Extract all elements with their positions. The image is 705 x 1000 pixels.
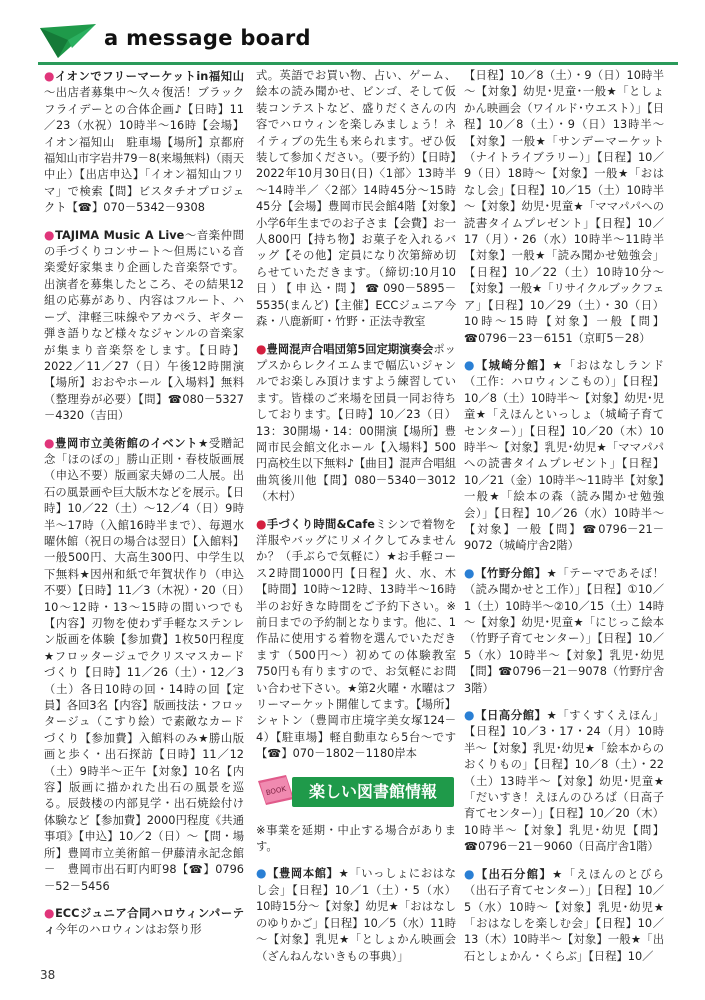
notice-item: ●ECCジュニア合同ハロウィンパーティ今年のハロウィンはお祭り形 bbox=[44, 905, 244, 937]
page-number: 38 bbox=[40, 968, 56, 982]
library-item: ●【竹野分館】★「テーマであそぼ！（読み聞かせと工作）」【日程】①10／1（土）10時半～②10／15（土）14時～【対象】幼児･児童★「にじっこ絵本（竹野子育てセンター）」【日程】10／5（水）10時半～【対象】乳児･幼児【問】☎0796－21－9078（竹野庁舎3階） bbox=[464, 565, 664, 695]
book-icon bbox=[256, 773, 296, 807]
library-note: ※事業を延期・中止する場合があります。 bbox=[256, 823, 456, 854]
column-1 bbox=[44, 68, 244, 949]
library-item: ●【豊岡本館】★「いっしょにおはなし会」【日程】10／1（土）・5（水）10時15分～【対象】幼児★「おはなしのゆりかご」【日程】10／5（水）11時～【対象】乳児★「としょかん映画会（ざんねんないきもの事典）」 bbox=[256, 866, 456, 963]
notice-item: ●豊岡市立美術館のイベント★受贈記念「ほのぼの」勝山正則・春枝版画展（申込不要）版画家夫婦の二人展。出石の風景画や巨大版木などを展示。【日時】10／22（土）～12／4（日）9時半～17時（入館16時半まで）、毎週水曜休館（祝日の場合は翌日）【入館料】一般500円、大高生300円、中学生以下無料★因州和紙で年賀状作り（申込不要）【日時】11／3（木祝）・20（日）10～12時・13～15時の間いつでも【内容】刃物を使わず手軽なステンレン版画を体験【参加費】1枚50円程度★フロッタージュでクリスマスカードづくり【日時】11／26（土）・12／3（土）各日10時の回・14時の回【定員】各回3名【内容】版画技法・フロッタージュ（こすり絵）で素敵なカードづくり【参加費】入館料のみ★勝山版画と歩く・出石探訪【日時】11／12（土）9時半～正午【対象】10名【内容】版画に描かれた出石の風景を巡る。辰鼓楼の内部見学・出石焼絵付け体験など【参加費】2000円程度《共通事項》【申込】10／2（日）～【問・場所】豊岡市立美術館－伊藤清永記念館－ 豊岡市出石町内町98【☎】0796－52－5456 bbox=[44, 435, 244, 893]
notice-item: ●手づくり時間&Cafeミシンで着物を洋服やバッグにリメイクしてみませんか？（手ぶらで気軽に）★お手軽コース2時間1000円【日程】火、水、木【時間】10時～12時、13時半～16時半のお好きな時間をご予約下さい。※前日までの予約制となります。他に、1作品に使用する着物を選んでいただきます（500円～）初めての体験教室750円も有りますので、お気軽にお問い合わせ下さい。★第2火曜・水曜はフリーマーケット開催してます。【場所】シャトン（豊岡市庄境字美女塚124－4）【駐車場】軽自動車なら5台～です【☎】070－1802－1180岸本 bbox=[256, 516, 456, 761]
notice-item: 式。英語でお買い物、占い、ゲーム、絵本の読み聞かせ、ビンゴ、そして仮装コンテストなど、盛りだくさんの内容でハロウィンを楽しみましょう！ネイティブの先生も来られます。ぜひ仮装して参加ください。（要予約）【日時】2022年10月30日(日)〈1部〉13時半～14時半／〈2部〉14時45分～15時45分【会場】豊岡市民会館4階【対象】小学6年生までのお子さま【会費】お一人800円【持ち物】お菓子を入れるバッグ【その他】定員になり次第締め切らせていただきます。（締切:10月10日）【申込･問】☎090－5895－5535(まんど)【主催】ECCジュニア今森・八鹿新町・竹野・正法寺教室 bbox=[256, 69, 456, 329]
page-header bbox=[38, 22, 678, 62]
page-title: a message board bbox=[104, 26, 311, 50]
column-3 bbox=[464, 68, 664, 975]
library-item: ●【日高分館】★「すくすくえほん」【日程】10／3・17・24（月）10時半～【対象】乳児･幼児★「絵本からのおくりもの」【日程】10／8（土）・22（土）13時半～【対象】幼児･児童★「だいすき！えほんのひろば（日高子育てセンター）」【日程】10／20（木）10時半～【対象】乳児･幼児【問】☎0796－21－9060（日高庁舎1階） bbox=[464, 708, 664, 854]
library-banner-title: 楽しい図書館情報 bbox=[292, 777, 454, 807]
notice-item: ●豊岡混声合唱団第5回定期演奏会ポップスからレクイエムまで幅広いジャンルでお楽しみ頂けますよう練習しています。皆様のご来場を団員一同お待ちしております。【日時】10／23（日）13：30開場・14：00開演【場所】豊岡市民会館文化ホール【入場料】500円高校生以下無料♪【曲目】混声合唱組曲筑後川他【問】080－5340－3012（木村） bbox=[256, 341, 456, 504]
notice-item: ●TAJIMA Music A Live～音楽仲間の手づくりコンサート～但馬にいる音楽愛好家集まり企画した音楽祭です。出演者を募集したところ、その結果12組の応募があり、内容はフルート、ハープ、津軽三味線やアカペラ、ギター弾き語りなど様々なジャンルの音楽家が集まり音楽祭をします。【日時】2022／11／27（日）午後12時開演【場所】おおやホール【入場料】無料（整理券が必要）【問】☎080－5327－4320（吉田） bbox=[44, 227, 244, 423]
library-banner bbox=[256, 773, 456, 813]
notice-item: ●イオンでフリーマーケットin福知山～出店者募集中～久々復活！ブラックフライデーとの合体企画♪【日時】11／23（水祝）10時半～16時【会場】イオン福知山 駐車場【場所】京都府福知山市字岩井79－8(来場無料)（雨天中止）【出店申込】「イオン福知山フリマ」で検索【問】ビスタチオプロジェクト【☎】070－5342－9308 bbox=[44, 69, 244, 215]
paper-plane-icon bbox=[38, 22, 98, 62]
library-item: ●【出石分館】★「えほんのとびら（出石子育てセンター）」【日程】10／5（水）10時～【対象】乳児･幼児★「おはなしを楽しむ会」【日程】10／13（木）10時半～【対象】一般★「出石としょかん・くらぶ」【日程】10／ bbox=[464, 866, 664, 963]
svg-text:BOOK: BOOK bbox=[265, 784, 287, 797]
library-item: 【日程】10／8（土）・9（日）10時半～【対象】幼児･児童･一般★「としょかん映画会（ワイルド･ウエスト）」【日程】10／8（土）・9（日）13時半～【対象】一般★「サンデーマーケット（ナイトライブラリー）」【日程】10／9（日）18時～【対象】一般★「おはなし会」【日程】10／15（土）10時半～【対象】幼児･児童★「ママパパへの読書タイムプレゼント」【日程】10／17（月）・26（水）10時半～11時半【対象】一般★「読み聞かせ勉強会」【日程】10／22（土）10時10分～【対象】一般★「リサイクルブックフェア」【日程】10／29（土）・30（日）10時～15時【対象】一般【問】☎0796－23－6151（京町5－28） bbox=[464, 69, 664, 345]
column-2 bbox=[256, 68, 456, 975]
header-rule bbox=[38, 62, 678, 65]
library-item: ●【城崎分館】★「おはなしランド（工作：ハロウィンこもの）」【日程】10／8（土）10時半～【対象】幼児･児童★「えほんといっしょ（城崎子育てセンター）」【日程】10／20（木）10時半～【対象】乳児･幼児★「ママパパへの読書タイムプレゼント」【日程】10／21（金）10時半～11時半【対象】一般★「絵本の森（読み聞かせ勉強会）」【日程】10／26（水）10時半～【対象】一般【問】☎0796－21－9072（城崎庁舎2階） bbox=[464, 357, 664, 553]
